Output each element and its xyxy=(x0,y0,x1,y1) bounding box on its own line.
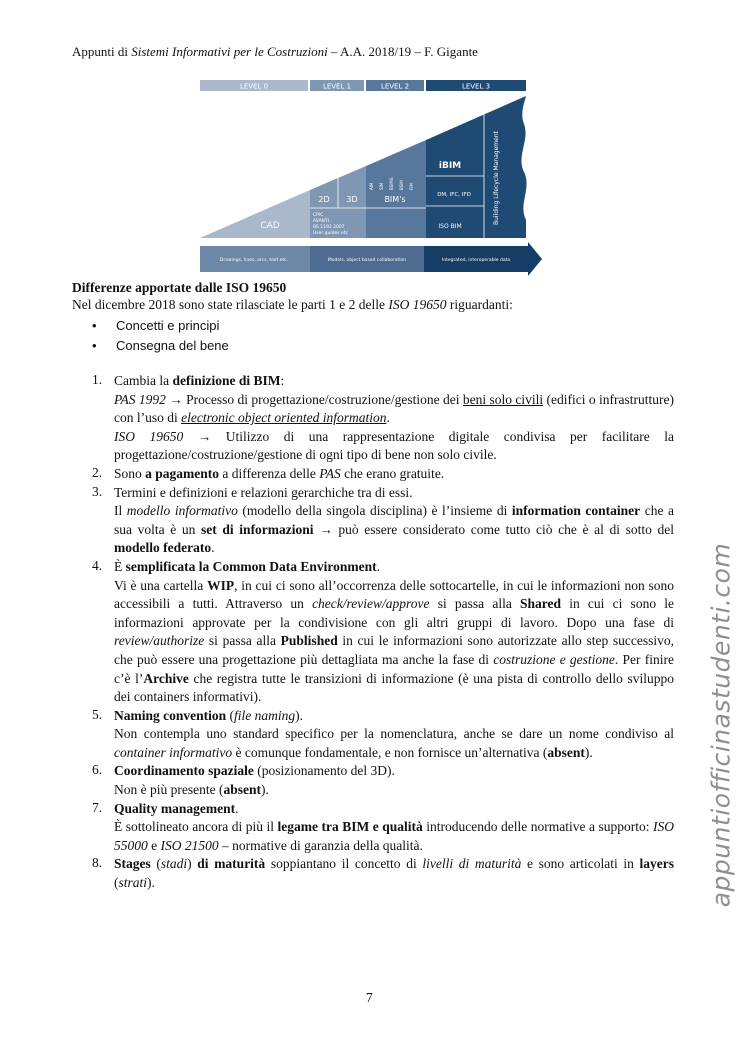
2d-label: 2D xyxy=(318,195,330,204)
list-item-5: 5. Naming convention (file naming). Non contempla uno standard specifico per la nomenclatura, anche se dare un nome condiviso al container informativo è comunque fondamentale, e non fornisce un’alternativa (absent). xyxy=(92,706,674,760)
level-1-label: LEVEL 1 xyxy=(322,82,352,91)
bullet-list xyxy=(92,316,229,356)
bottom-text-0: Drawings, lines, arcs, text etc. xyxy=(219,258,289,263)
bullet-item: • Consegna del bene xyxy=(92,336,229,356)
cpic-line-2: AVANTI xyxy=(313,219,330,224)
code-bsims: BSIMS xyxy=(389,177,394,190)
bottom-text-1: Models, object based collaboration xyxy=(327,258,407,263)
bim-maturity-diagram xyxy=(198,78,546,276)
bottom-text-2: Integrated, interoperable data xyxy=(441,258,511,263)
list-item-2: 2. Sono a pagamento a differenza delle PAS che erano gratuite. xyxy=(92,464,445,481)
course-name: Sistemi Informativi per le Costruzioni xyxy=(131,44,328,59)
3d-label: 3D xyxy=(346,195,358,204)
cpic-line-3: BS 1192 2007 xyxy=(313,225,345,230)
level-2-label: LEVEL 2 xyxy=(380,82,410,91)
list-item-8: 8. Stages (stadi) di maturità soppiantano il concetto di livelli di maturità e sono articolati in layers (strati). xyxy=(92,855,675,891)
list-item-1: 1. Cambia la definizione di BIM: PAS 1992 → Processo di progettazione/costruzione/gestione dei beni solo civili (edifici o infrastrutture) con l’uso di electronic object oriented information. ISO 19650 → Utilizzo di una rappresentazione digitale condivisa per facilitare la progettazione/costruzione/gestione di ogni tipo di bene non solo civile. xyxy=(92,372,674,463)
ibim-label: iBIM xyxy=(438,161,462,171)
level-3-label: LEVEL 3 xyxy=(461,82,491,91)
iso-bim-label: ISO BIM xyxy=(438,223,462,230)
section-title: Differenze apportate dalle ISO 19650 xyxy=(72,280,287,295)
list-item-3: 3. Termini e definizioni e relazioni gerarchiche tra di essi. Il modello informativo (modello della singola disciplina) è l’insieme di information container che a sua volta è un set di informazioni → può essere considerato come tutto ciò che è al di sotto del modello federato. xyxy=(92,483,674,556)
cad-label: CAD xyxy=(260,221,280,231)
page-number: 7 xyxy=(366,990,373,1005)
bims-label: BIM's xyxy=(384,195,406,204)
code-fim: FIM xyxy=(409,183,414,190)
list-item-4: 4. È semplificata la Common Data Environment. Vi è una cartella WIP, in cui ci sono all’occorrenza delle sottocartelle, in cui le informazioni non sono accessibili a tutti. Attraverso un check/review/approve si passa alla Shared in cui ci sono le informazioni approvate per la condivisione con gli altri gruppi di lavoro. Dopo una fase di review/authorize si passa alla Published in cui le informazioni sono autorizzate allo step successivo, che può essere una progettazione più dettagliata ma anche la fase di costruzione e gestione. Per finire c’è l’Archive che registra tutte le transizioni di informazione (è una pista di controllo dello sviluppo dei containers informativi). xyxy=(92,557,675,705)
bullet-item: • Concetti e principi xyxy=(92,316,229,336)
code-sim: SIM xyxy=(379,182,384,190)
list-item-6: 6. Coordinamento spaziale (posizionamento del 3D). Non è più presente (absent). xyxy=(92,762,395,798)
cpic-line-1: CPIC xyxy=(313,213,324,218)
dm-label: DM, IFC, IFD xyxy=(437,192,471,198)
lifecycle-label: Building Lifecycle Management xyxy=(493,131,500,225)
cpic-line-4: User guides etc xyxy=(313,231,349,236)
code-aim: AIM xyxy=(369,182,374,190)
watermark-text: appuntiofficinastudenti.com xyxy=(706,542,736,908)
level-0-label: LEVEL 0 xyxy=(239,82,269,91)
watermark xyxy=(704,530,738,920)
page-header: Appunti di Sistemi Informativi per le Costruzioni – A.A. 2018/19 – F. Gigante xyxy=(72,44,478,59)
intro-paragraph: Nel dicembre 2018 sono state rilasciate le parti 1 e 2 delle ISO 19650 riguardanti: xyxy=(72,297,513,312)
code-bsim: BSIM xyxy=(399,180,404,190)
list-item-7: 7. Quality management. È sottolineato ancora di più il legame tra BIM e qualità introducendo delle normative a supporto: ISO 55000 e ISO 21500 – normative di garanzia della qualità. xyxy=(92,799,674,853)
numbered-list xyxy=(92,372,674,893)
